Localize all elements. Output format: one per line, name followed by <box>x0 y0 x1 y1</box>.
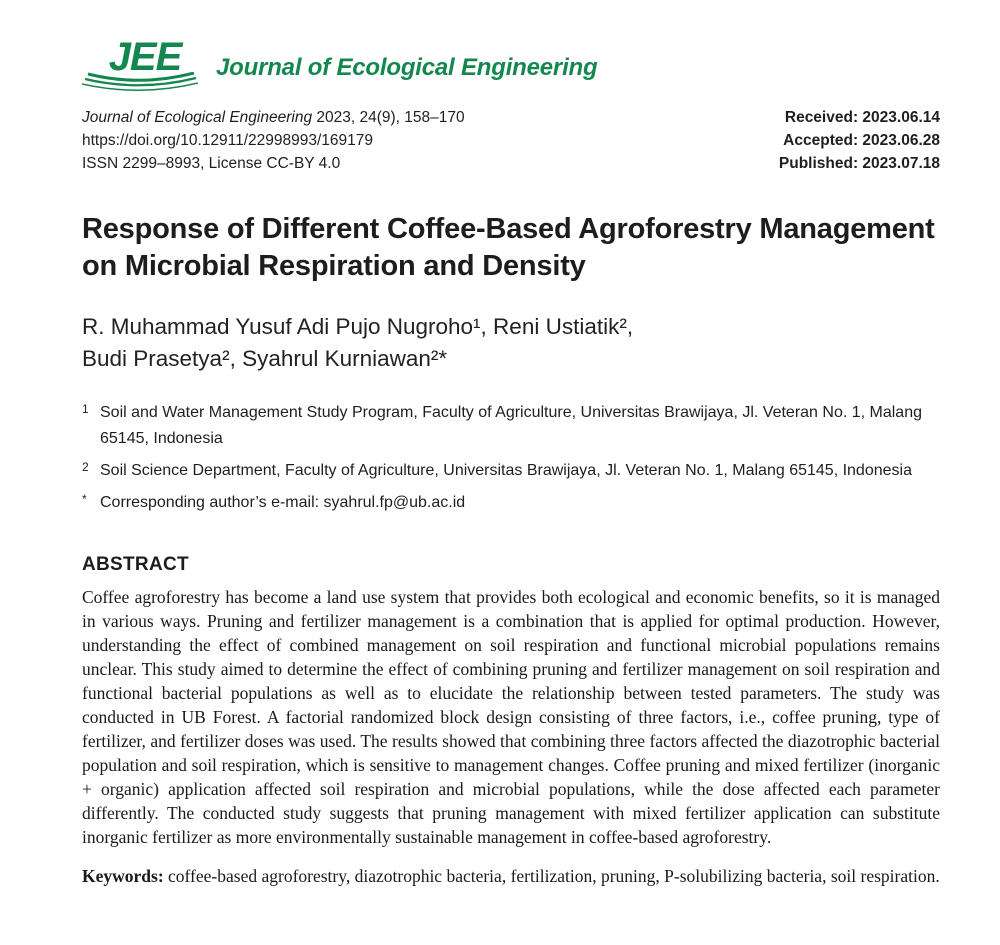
keywords-text: coffee-based agroforestry, diazotrophic bacteria, fertilization, pruning, P-solubilizing bacteria, soil respiration. <box>163 866 940 886</box>
affiliation-marker: 1 <box>82 402 89 416</box>
abstract-section <box>82 554 940 849</box>
affiliation-item <box>82 400 940 452</box>
accepted-date: Accepted: 2023.06.28 <box>783 132 940 149</box>
corresponding-author-line <box>82 490 940 516</box>
issn-line: ISSN 2299–8993, License CC-BY 4.0 <box>82 155 341 172</box>
abstract-heading: ABSTRACT <box>82 554 189 575</box>
affiliation-list <box>82 400 940 516</box>
journal-name: Journal of Ecological Engineering <box>216 54 598 81</box>
citation-journal: Journal of Ecological Engineering <box>82 109 313 126</box>
article-title-line2: on Microbial Respiration and Density <box>82 250 586 282</box>
keywords-line <box>82 864 940 888</box>
journal-logo-acronym: JEE <box>108 35 182 79</box>
doi-line: https://doi.org/10.12911/22998993/169179 <box>82 132 374 149</box>
received-date: Received: 2023.06.14 <box>784 109 940 126</box>
meta-row <box>82 106 940 175</box>
jee-logo-swoosh-icon <box>82 72 198 92</box>
article-title-line1: Response of Different Coffee-Based Agroforestry Management <box>82 213 935 245</box>
affiliation-text: Soil and Water Management Study Program, Faculty of Agriculture, Universitas Brawijaya, Jl. Veteran No. 1, Malang 65145, Indonesia <box>100 404 922 447</box>
citation-block <box>82 106 465 175</box>
published-date: Published: 2023.07.18 <box>778 155 940 172</box>
affiliation-marker: 2 <box>82 460 89 474</box>
corresponding-author-email: Corresponding author’s e-mail: syahrul.fp@ub.ac.id <box>100 494 466 511</box>
journal-header <box>82 36 940 92</box>
corresponding-author-marker: * <box>82 492 87 506</box>
keywords-label: Keywords: <box>82 866 164 886</box>
citation-volume: 2023, 24(9), 158–170 <box>312 109 465 126</box>
journal-logo <box>82 35 198 92</box>
dates-block <box>779 106 940 175</box>
article-title <box>82 211 940 285</box>
affiliation-item <box>82 458 940 484</box>
citation-line <box>82 106 465 129</box>
abstract-body: Coffee agroforestry has become a land use system that provides both ecological and economic benefits, so it is managed in various ways. Pruning and fertilizer management is a combination that is applied for optimal production. However, understanding the effect of combined management on soil respiration and functional microbial populations remains unclear. This study aimed to determine the effect of combining pruning and fertilizer management on soil respiration and functional bacterial populations as well as to elucidate the relationship between tested parameters. The study was conducted in UB Forest. A factorial randomized block design consisting of three factors, i.e., coffee pruning, type of fertilizer, and fertilizer doses was used. The results showed that combining three factors affected the diazotrophic bacterial population and soil respiration, which is sensitive to management changes. Coffee pruning and mixed fertilizer (inorganic + organic) application affected soil respiration and microbial populations, while the dose affected each parameter differently. The conducted study suggests that pruning management with mixed fertilizer application can substitute inorganic fertilizer as more environmentally sustainable management in coffee-based agroforestry. <box>82 587 940 847</box>
author-line2: Budi Prasetya², Syahrul Kurniawan²* <box>82 346 448 371</box>
author-list <box>82 311 940 375</box>
author-line1: R. Muhammad Yusuf Adi Pujo Nugroho¹, Reni Ustiatik², <box>82 314 634 339</box>
affiliation-text: Soil Science Department, Faculty of Agriculture, Universitas Brawijaya, Jl. Veteran No. 1, Malang 65145, Indonesia <box>100 462 912 479</box>
